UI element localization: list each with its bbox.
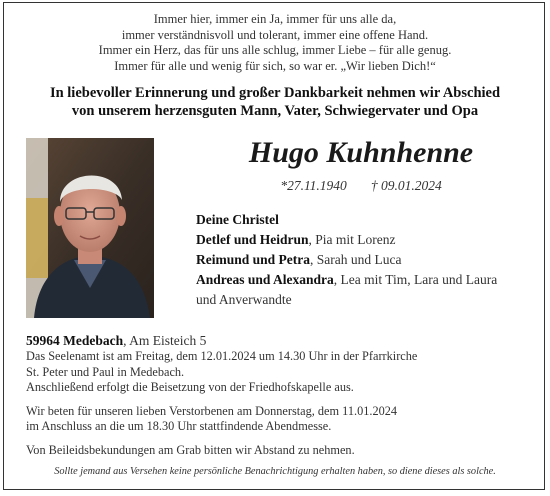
family-list (196, 210, 536, 310)
poem-line: Immer ein Herz, das für uns alle schlug, immer Liebe – für alle genug. (98, 43, 452, 57)
intro-text (0, 84, 550, 120)
poem-line: Immer für alle und wenig für sich, so war er. „Wir lieben Dich!“ (114, 58, 436, 73)
portrait-image (26, 138, 154, 318)
intro-line: von unserem herzensguten Mann, Vater, Schwiegervater und Opa (71, 103, 479, 119)
family-entry: und Anverwandte (196, 292, 292, 307)
family-entry: Deine Christel (196, 212, 279, 227)
birth-date: *27.11.1940 (280, 178, 347, 193)
footer-note: Sollte jemand aus Versehen keine persönliche Benachrichtigung erhalten haben, so diene dieses als solche. (54, 466, 496, 477)
deceased-name: Hugo Kuhnhenne (248, 136, 474, 169)
life-dates (186, 178, 536, 194)
address (26, 332, 531, 349)
portrait-photo (26, 138, 154, 318)
service-paragraph: Das Seelenamt ist am Freitag, dem 12.01.2024 um 14.30 Uhr in der Pfarrkirche St. Peter und Paul in Medebach. Anschließend erfolgt die Beisetzung von der Friedhofskapelle aus. (26, 349, 418, 394)
family-entry: Detlef und Heidrun, Pia mit Lorenz (196, 232, 396, 247)
family-entry: Andreas und Alexandra, Lea mit Tim, Lara und Laura (196, 272, 498, 287)
poem-line: immer verständnisvoll und tolerant, immer eine offene Hand. (121, 27, 429, 42)
service-details (26, 332, 531, 458)
address-street: , Am Eisteich 5 (123, 333, 207, 348)
intro-line: In liebevoller Erinnerung und großer Dankbarkeit nehmen wir Abschied (49, 85, 501, 101)
poem-line: Immer hier, immer ein Ja, immer für uns alle da, (153, 12, 397, 26)
condolence-paragraph: Von Beileidsbekundungen am Grab bitten wir Abstand zu nehmen. (26, 442, 355, 457)
address-place: 59964 Medebach (26, 333, 124, 348)
death-date: † 09.01.2024 (370, 178, 442, 193)
family-entry: Reimund und Petra, Sarah und Luca (196, 252, 402, 267)
prayer-paragraph: Wir beten für unseren lieben Verstorbenen am Donnerstag, dem 11.01.2024 im Anschluss an die um 18.30 Uhr stattfindende Abendmesse. (26, 403, 398, 433)
poem (0, 12, 550, 74)
